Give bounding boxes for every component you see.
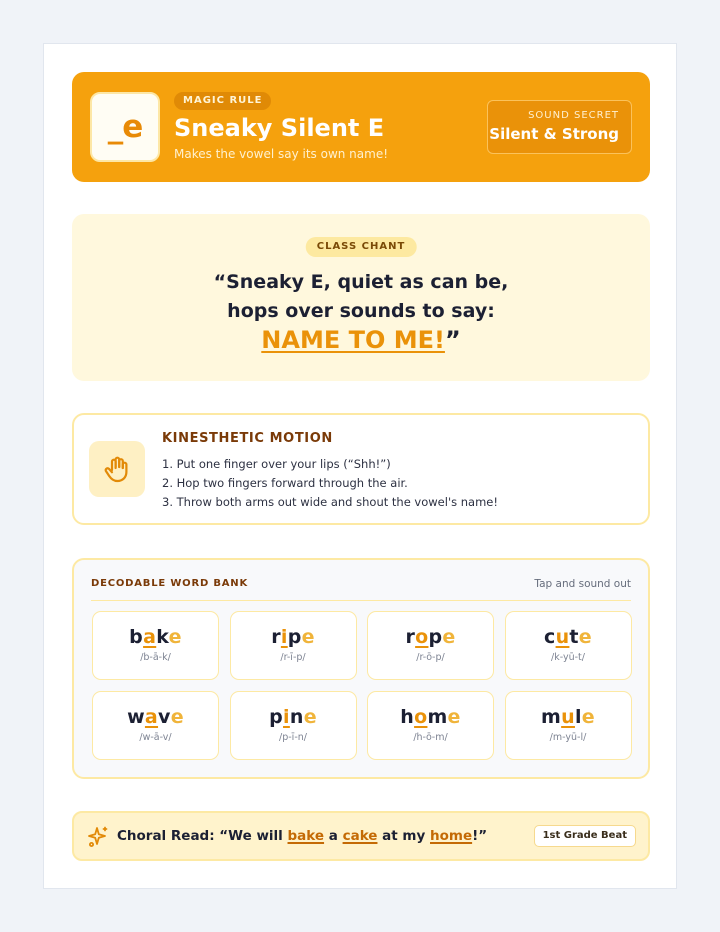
consonant: p	[269, 706, 284, 728]
long-vowel: i	[280, 626, 288, 648]
kinesthetic-motion-card	[72, 413, 650, 525]
sound-secret-box	[487, 100, 632, 154]
word-tile[interactable]	[367, 691, 494, 760]
silent-e: e	[442, 626, 456, 648]
word-tile[interactable]	[505, 611, 632, 680]
tile-word	[93, 626, 218, 648]
silent-e: e	[581, 706, 595, 728]
magic-rule-badge: MAGIC RULE	[174, 92, 271, 110]
chant-line-2: hops over sounds to say:	[227, 300, 495, 322]
rule-subtitle: Makes the vowel say its own name!	[174, 147, 389, 161]
tile-word	[231, 706, 356, 728]
word-bank-title: DECODABLE WORD BANK	[91, 578, 249, 589]
consonant: n	[289, 706, 304, 728]
silent-e-icon: _e	[90, 92, 160, 162]
motion-step: 1. Put one finger over your lips (“Shh!”)	[162, 457, 391, 471]
tile-word	[506, 706, 631, 728]
silent-e: e	[170, 706, 184, 728]
sound-secret-label: SOUND SECRET	[528, 110, 619, 121]
consonant: p	[428, 626, 443, 648]
choral-word-home: home	[430, 828, 473, 844]
tile-phonetic: /h-ō-m/	[413, 732, 448, 743]
tile-phonetic: /b-ā-k/	[140, 652, 171, 663]
long-vowel: a	[144, 706, 159, 728]
consonant: r	[271, 626, 281, 648]
rule-title: Sneaky Silent E	[174, 114, 385, 142]
rule-header	[72, 72, 650, 182]
silent-e: e	[301, 626, 315, 648]
chant-highlight: NAME TO ME!	[261, 326, 445, 354]
chant-line-1: “Sneaky E, quiet as can be,	[213, 271, 509, 293]
choral-word-cake: cake	[342, 828, 378, 844]
silent-e: e	[447, 706, 461, 728]
choral-read-bar	[72, 811, 650, 861]
consonant: w	[127, 706, 145, 728]
word-bank	[72, 558, 650, 779]
consonant: p	[287, 626, 302, 648]
tile-word	[506, 626, 631, 648]
motion-steps	[162, 455, 498, 512]
grade-badge: 1st Grade Beat	[534, 825, 636, 847]
sound-secret-value: Silent & Strong	[489, 125, 619, 143]
consonant: m	[541, 706, 562, 728]
consonant: r	[405, 626, 416, 648]
tile-word	[231, 626, 356, 648]
class-chant-tag: CLASS CHANT	[306, 237, 417, 257]
choral-word-bake: bake	[287, 828, 325, 844]
tile-phonetic: /w-ā-v/	[139, 732, 172, 743]
motion-step: 2. Hop two fingers forward through the air.	[162, 476, 408, 490]
class-chant-card	[72, 214, 650, 381]
silent-e: e	[578, 626, 592, 648]
long-vowel: i	[283, 706, 290, 728]
tile-word	[368, 706, 493, 728]
long-vowel: o	[414, 706, 428, 728]
choral-read-suffix: !”	[472, 828, 488, 844]
sparkle-icon	[86, 825, 110, 849]
tile-word	[368, 626, 493, 648]
choral-read-mid: a	[324, 828, 343, 844]
tile-phonetic: /m-yū-l/	[549, 732, 587, 743]
word-tile[interactable]	[92, 611, 219, 680]
word-tile[interactable]	[92, 691, 219, 760]
consonant: t	[569, 626, 579, 648]
motion-step: 3. Throw both arms out wide and shout the vowel's name!	[162, 495, 498, 509]
consonant: k	[156, 626, 169, 648]
tile-phonetic: /r-ī-p/	[280, 652, 306, 663]
silent-e: e	[303, 706, 317, 728]
lesson-sheet	[43, 43, 677, 889]
motion-title: KINESTHETIC MOTION	[162, 431, 333, 446]
consonant: l	[574, 706, 582, 728]
choral-read-text	[117, 828, 487, 844]
chant-line-3	[72, 326, 650, 354]
long-vowel: a	[143, 626, 157, 648]
tile-phonetic: /k-yū-t/	[551, 652, 585, 663]
consonant: h	[400, 706, 415, 728]
long-vowel: o	[415, 626, 429, 648]
consonant: b	[129, 626, 144, 648]
tile-word	[93, 706, 218, 728]
divider	[91, 600, 631, 601]
word-tile[interactable]	[505, 691, 632, 760]
choral-read-prefix: Choral Read: “We will	[117, 828, 288, 844]
silent-e: e	[168, 626, 182, 648]
consonant: c	[544, 626, 556, 648]
hand-icon	[89, 441, 145, 497]
long-vowel: u	[561, 706, 575, 728]
word-tile[interactable]	[230, 691, 357, 760]
word-tile[interactable]	[367, 611, 494, 680]
long-vowel: u	[555, 626, 570, 648]
word-tile[interactable]	[230, 611, 357, 680]
tile-phonetic: /p-ī-n/	[279, 732, 307, 743]
word-bank-hint: Tap and sound out	[534, 578, 631, 590]
tile-phonetic: /r-ō-p/	[416, 652, 445, 663]
consonant: v	[158, 706, 171, 728]
consonant: m	[427, 706, 448, 728]
choral-read-mid: at my	[377, 828, 430, 844]
chant-close-quote: ”	[444, 326, 461, 354]
